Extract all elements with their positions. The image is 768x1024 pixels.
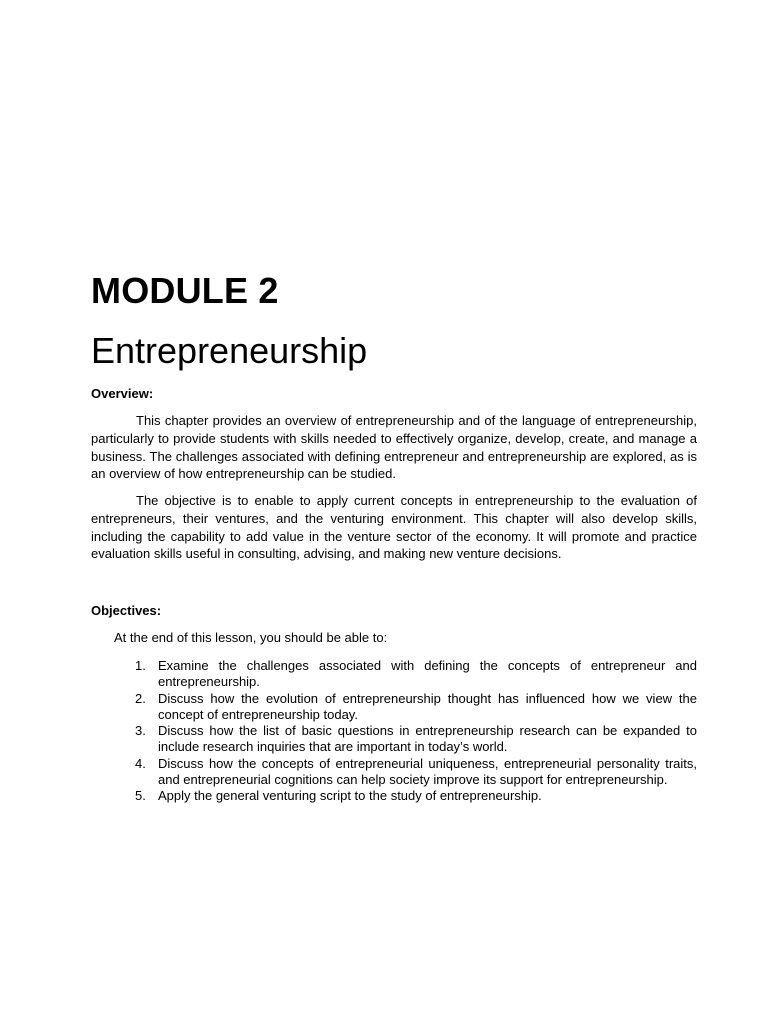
objectives-list xyxy=(135,658,697,805)
module-title: MODULE 2 xyxy=(91,270,279,311)
objective-paragraph: The objective is to enable to apply current concepts in entrepreneurship to the evaluation of entrepreneurs, their ventures, and the venturing environment. This chapter will also develop skills, including the capability to add value in the venture sector of the economy. It will promote and practice evaluation skills useful in consulting, advising, and making new venture decisions. xyxy=(91,493,697,562)
objective-text: Examine the challenges associated with defining the concepts of entrepreneur and entrepreneurship. xyxy=(158,658,697,690)
subject-title: Entrepreneurship xyxy=(91,330,368,371)
objective-number: 4. xyxy=(135,755,146,771)
objective-number: 3. xyxy=(135,723,146,739)
overview-paragraph: This chapter provides an overview of entrepreneurship and of the language of entrepreneurship, particularly to provide students with skills needed to effectively organize, develop, create, and manage a business. The challenges associated with defining entrepreneur and entrepreneurship are explored, as is an overview of how entrepreneurship can be studied. xyxy=(91,413,697,482)
objective-item xyxy=(135,690,697,724)
objective-item xyxy=(135,723,697,756)
objectives-heading: Objectives: xyxy=(91,603,162,618)
objective-item xyxy=(135,788,697,804)
overview-heading: Overview: xyxy=(91,386,154,401)
objective-number: 2. xyxy=(135,690,146,706)
objective-text: Apply the general venturing script to the study of entrepreneurship. xyxy=(158,788,542,804)
objective-item xyxy=(135,755,697,789)
objective-item xyxy=(135,658,697,691)
objectives-lead-in: At the end of this lesson, you should be able to: xyxy=(114,630,388,645)
objective-number: 1. xyxy=(135,658,146,673)
objective-number: 5. xyxy=(135,788,146,804)
objective-text: Discuss how the concepts of entrepreneurial uniqueness, entrepreneurial personality traits, and entrepreneurial cognitions can help society improve its support for entrepreneurship. xyxy=(158,755,697,788)
objective-text: Discuss how the evolution of entrepreneurship thought has influenced how we view the concept of entrepreneurship today. xyxy=(158,690,697,722)
objective-text: Discuss how the list of basic questions in entrepreneurship research can be expanded to include research inquiries that are important in today’s world. xyxy=(158,723,697,755)
